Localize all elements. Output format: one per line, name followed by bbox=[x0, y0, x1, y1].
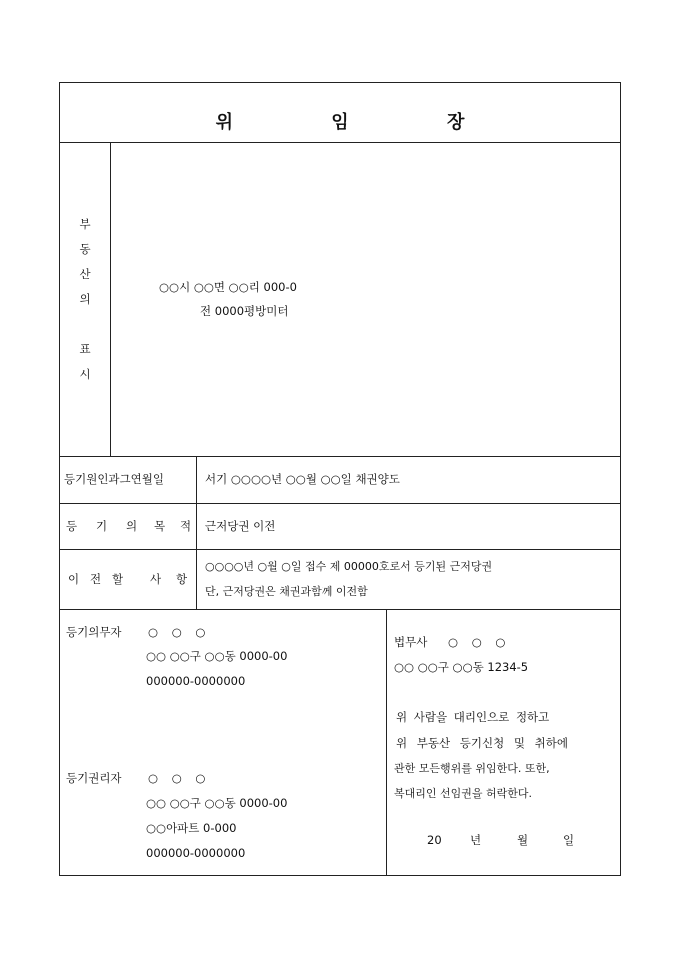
rule-below-purpose bbox=[59, 549, 621, 550]
title-char: 위 bbox=[215, 112, 234, 133]
obligee-label: 등기권리자 bbox=[66, 771, 122, 785]
transfer-line-1: ○○○○년 ○월 ○일 접수 제 00000호로서 등기된 근저당권 bbox=[205, 560, 493, 573]
title-char: 임 bbox=[331, 112, 349, 133]
property-label-char: 동 bbox=[79, 242, 91, 256]
title-char: 장 bbox=[446, 112, 465, 133]
transfer-label-char: 항 bbox=[176, 572, 188, 586]
cause-label: 등기원인과그연월일 bbox=[64, 472, 164, 486]
rule-label-column bbox=[196, 456, 197, 609]
date-year-unit: 년 bbox=[470, 833, 482, 847]
transfer-label-char: 사 bbox=[150, 572, 162, 586]
purpose-label-char: 목 bbox=[154, 519, 166, 533]
agent-statement-line: 위 부동산 등기신청 및 취하에 bbox=[396, 736, 568, 750]
purpose-label-char: 등 bbox=[66, 519, 78, 533]
obligor-address: ○○ ○○구 ○○동 0000-00 bbox=[146, 649, 288, 663]
property-label-char: 부 bbox=[79, 217, 91, 231]
transfer-line-2: 단, 근저당권은 채권과함께 이전함 bbox=[205, 585, 368, 598]
transfer-label-char: 할 bbox=[112, 572, 124, 586]
date-year: 20 bbox=[427, 833, 442, 847]
rule-below-cause bbox=[59, 503, 621, 504]
agent-name: ○ ○ ○ bbox=[448, 635, 506, 649]
obligee-id: 000000-0000000 bbox=[146, 846, 246, 860]
obligor-id: 000000-0000000 bbox=[146, 674, 246, 688]
obligee-apartment: ○○아파트 0-000 bbox=[146, 821, 237, 835]
rule-agent-column bbox=[386, 609, 387, 876]
purpose-label-char: 의 bbox=[126, 519, 138, 533]
property-area: 전 0000평방미터 bbox=[200, 304, 289, 318]
rule-below-transfer bbox=[59, 609, 621, 610]
rule-below-property bbox=[59, 456, 621, 457]
agent-statement-line: 위 사람을 대리인으로 정하고 bbox=[396, 710, 550, 724]
property-label-char: 표 bbox=[79, 342, 91, 356]
purpose-label-char: 기 bbox=[96, 519, 108, 533]
property-address: ○○시 ○○면 ○○리 000-0 bbox=[159, 280, 297, 294]
purpose-label-char: 적 bbox=[180, 519, 192, 533]
obligee-address: ○○ ○○구 ○○동 0000-00 bbox=[146, 796, 288, 810]
purpose-value: 근저당권 이전 bbox=[205, 519, 276, 533]
rule-below-title bbox=[59, 142, 621, 143]
property-label-char: 의 bbox=[79, 292, 91, 306]
transfer-label-char: 전 bbox=[90, 572, 102, 586]
property-label-char: 산 bbox=[79, 267, 91, 281]
agent-label: 법무사 bbox=[394, 635, 428, 649]
document-title bbox=[59, 108, 621, 134]
agent-statement-line: 복대리인 선임권을 허락한다. bbox=[394, 787, 533, 800]
property-label-char: 시 bbox=[79, 367, 91, 381]
rule-property-label bbox=[110, 142, 111, 456]
agent-address: ○○ ○○구 ○○동 1234-5 bbox=[394, 660, 529, 674]
date-month-unit: 월 bbox=[517, 833, 529, 847]
cause-value: 서기 ○○○○년 ○○월 ○○일 채권양도 bbox=[205, 472, 400, 486]
obligor-name: ○ ○ ○ bbox=[148, 625, 206, 639]
obligor-label: 등기의무자 bbox=[66, 625, 122, 639]
agent-statement-line: 관한 모든행위를 위임한다. 또한, bbox=[394, 762, 550, 775]
transfer-label-char: 이 bbox=[68, 572, 80, 586]
obligee-name: ○ ○ ○ bbox=[148, 771, 206, 785]
date-day-unit: 일 bbox=[563, 833, 575, 847]
